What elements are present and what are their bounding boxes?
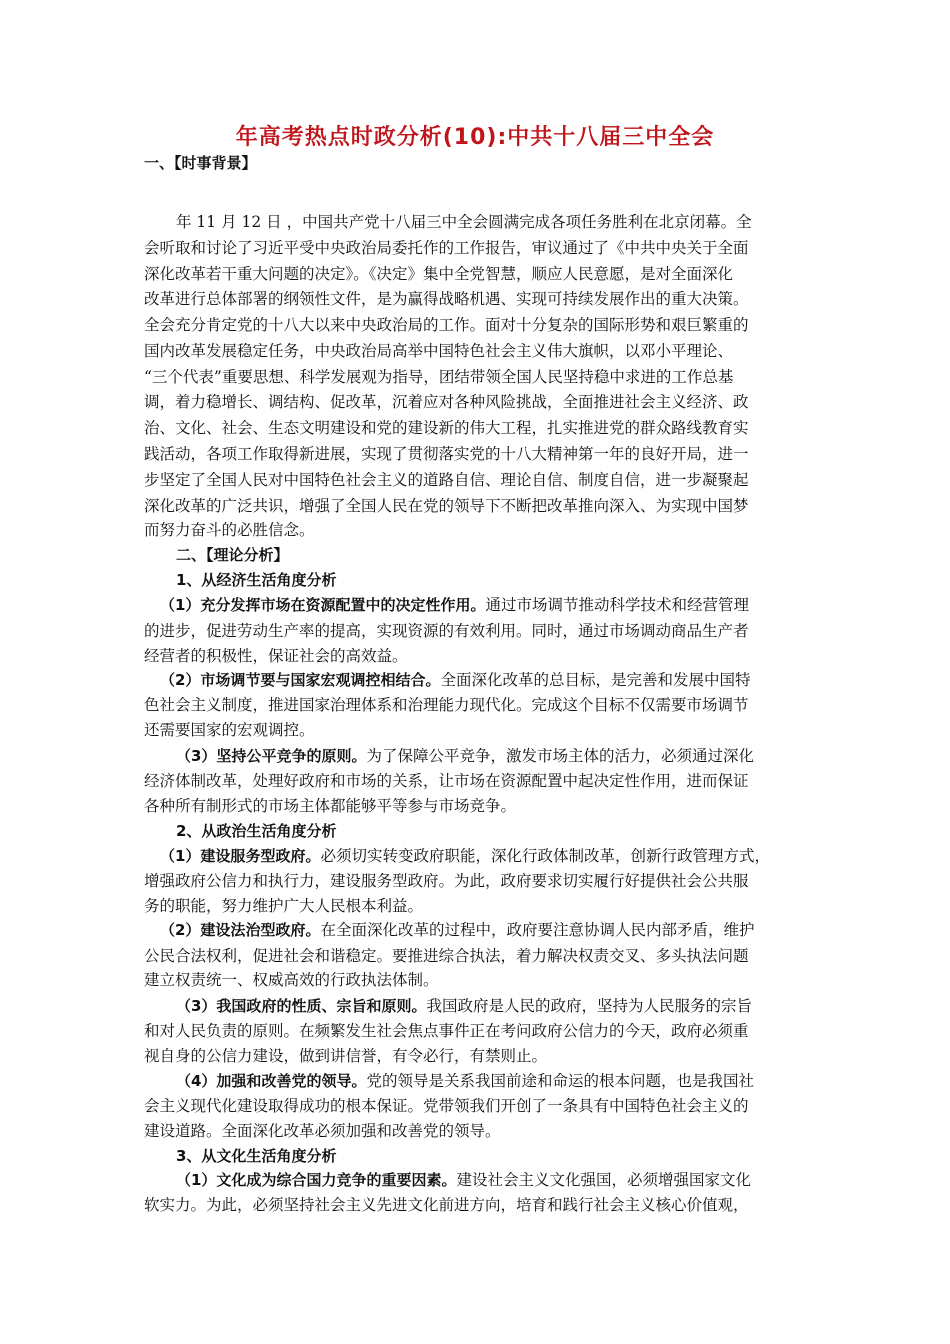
text-run: 全会充分肯定党的十八大以来中央政治局的工作。面对十分复杂的国际形势和艰巨繁重的 <box>144 316 749 334</box>
bold-lead: （1）充分发挥市场在资源配置中的决定性作用。 <box>160 596 486 614</box>
text-run: 视自身的公信力建设，做到讲信誉，有令必行，有禁则止。 <box>144 1047 548 1065</box>
bold-lead: （2）市场调节要与国家宏观调控相结合。 <box>160 671 441 689</box>
bold-lead: （1）文化成为综合国力竞争的重要因素。 <box>176 1171 457 1189</box>
text-run: 的进步，促进劳动生产率的提高，实现资源的有效利用。同时，通过市场调动商品生产者 <box>144 622 749 640</box>
paragraph-line <box>144 720 814 742</box>
paragraph-line <box>176 1071 846 1093</box>
paragraph-line <box>144 1121 814 1143</box>
paragraph-line <box>144 1096 814 1118</box>
paragraph-line <box>144 946 814 968</box>
paragraph-line <box>160 846 830 868</box>
text-run: 会主义现代化建设取得成功的根本保证。党带领我们开创了一条具有中国特色社会主义的 <box>144 1097 749 1115</box>
background-line <box>144 264 814 286</box>
text-run: 治、文化、社会、生态文明建设和党的建设新的伟大工程，扎实推进党的群众路线教育实 <box>144 419 749 437</box>
bold-lead: （3）我国政府的性质、宗旨和原则。 <box>176 997 427 1015</box>
text-run: “三个代表”重要思想、科学发展观为指导，团结带领全国人民坚持稳中求进的工作总基 <box>144 368 734 386</box>
paragraph-line <box>144 1046 814 1068</box>
paragraph-line <box>176 746 846 768</box>
paragraph-line <box>144 871 814 893</box>
text-run: 年 11 月 12 日 ，中国共产党十八届三中全会圆满完成各项任务胜利在北京闭幕。全 <box>176 213 752 231</box>
text-run: 步坚定了全国人民对中国特色社会主义的道路自信、理论自信、制度自信，进一步凝聚起 <box>144 471 749 489</box>
paragraph-line <box>144 646 814 668</box>
background-line <box>144 470 814 492</box>
subsection-heading-economic <box>176 570 846 592</box>
text-run: 增强政府公信力和执行力，建设服务型政府。为此，政府要求切实履行好提供社会公共服 <box>144 872 749 890</box>
paragraph-line <box>176 996 846 1018</box>
background-line <box>176 212 846 234</box>
text-run: 我国政府是人民的政府，坚持为人民服务的宗旨 <box>426 997 752 1015</box>
paragraph-line <box>144 1195 814 1217</box>
subsection-heading-political <box>176 821 846 843</box>
background-line <box>144 341 814 363</box>
bold-lead: 二、【理论分析】 <box>176 546 289 564</box>
text-run: 还需要国家的宏观调控。 <box>144 721 315 739</box>
text-run: 建立权责统一、权威高效的行政执法体制。 <box>144 971 439 989</box>
bold-lead: （2）建设法治型政府。 <box>160 921 321 939</box>
paragraph-line <box>176 1170 846 1192</box>
background-line <box>144 496 814 518</box>
paragraph-line <box>144 896 814 918</box>
bold-lead: 2、从政治生活角度分析 <box>176 822 337 840</box>
text-run: 建设道路。全面深化改革必须加强和改善党的领导。 <box>144 1122 501 1140</box>
background-line <box>144 238 814 260</box>
background-line <box>144 392 814 414</box>
paragraph-line <box>160 670 830 692</box>
text-run: 公民合法权利，促进社会和谐稳定。要推进综合执法，着力解决权责交叉、多头执法问题 <box>144 947 749 965</box>
paragraph-line <box>144 771 814 793</box>
text-run: 务的职能，努力维护广大人民根本利益。 <box>144 897 424 915</box>
background-line <box>144 367 814 389</box>
text-run: 必须切实转变政府职能，深化行政体制改革，创新行政管理方式， <box>320 847 770 865</box>
text-run: 国内改革发展稳定任务，中央政治局高举中国特色社会主义伟大旗帜，以邓小平理论、 <box>144 342 734 360</box>
section-heading-background <box>144 153 814 175</box>
bold-lead: 一、【时事背景】 <box>144 154 257 172</box>
paragraph-line <box>160 595 830 617</box>
text-run: 为了保障公平竞争，激发市场主体的活力，必须通过深化 <box>366 747 754 765</box>
text-run: 在全面深化改革的过程中，政府要注意协调人民内部矛盾，维护 <box>320 921 755 939</box>
text-run: 通过市场调节推动科学技术和经营管理 <box>485 596 749 614</box>
paragraph-line <box>160 920 830 942</box>
text-run: 调，着力稳增长、调结构、促改革，沉着应对各种风险挑战，全面推进社会主义经济、政 <box>144 393 749 411</box>
background-line <box>144 444 814 466</box>
text-run: 改革进行总体部署的纲领性文件，是为赢得战略机遇、实现可持续发展作出的重大决策。 <box>144 290 749 308</box>
subsection-heading-cultural <box>176 1146 846 1168</box>
text-run: 践活动，各项工作取得新进展，实现了贯彻落实党的十八大精神第一年的良好开局，进一 <box>144 445 749 463</box>
text-run: 深化改革若干重大问题的决定》。《决定》集中全党智慧，顺应人民意愿，是对全面深化 <box>144 265 734 283</box>
document-title: 年高考热点时政分析(10):中共十八届三中全会 <box>235 125 715 150</box>
text-run: 建设社会主义文化强国，必须增强国家文化 <box>456 1171 751 1189</box>
background-line <box>144 418 814 440</box>
paragraph-line <box>144 1021 814 1043</box>
bold-lead: 1、从经济生活角度分析 <box>176 571 337 589</box>
text-run: 经营者的积极性，保证社会的高效益。 <box>144 647 408 665</box>
bold-lead: （4）加强和改善党的领导。 <box>176 1072 367 1090</box>
text-run: 软实力。为此，必须坚持社会主义先进文化前进方向，培育和践行社会主义核心价值观， <box>144 1196 749 1214</box>
bold-lead: （3）坚持公平竞争的原则。 <box>176 747 367 765</box>
bold-lead: （1）建设服务型政府。 <box>160 847 321 865</box>
bold-lead: 3、从文化生活角度分析 <box>176 1147 337 1165</box>
paragraph-line <box>144 970 814 992</box>
text-run: 而努力奋斗的必胜信念。 <box>144 521 315 539</box>
background-line <box>144 289 814 311</box>
text-run: 深化改革的广泛共识，增强了全国人民在党的领导下不断把改革推向深入、为实现中国梦 <box>144 497 749 515</box>
paragraph-line <box>144 796 814 818</box>
text-run: 各种所有制形式的市场主体都能够平等参与市场竞争。 <box>144 797 517 815</box>
text-run: 经济体制改革，处理好政府和市场的关系，让市场在资源配置中起决定性作用，进而保证 <box>144 772 749 790</box>
text-run: 党的领导是关系我国前途和命运的根本问题，也是我国社 <box>366 1072 754 1090</box>
text-run: 会听取和讨论了习近平受中央政治局委托作的工作报告，审议通过了《中共中央关于全面 <box>144 239 749 257</box>
text-run: 全面深化改革的总目标，是完善和发展中国特 <box>440 671 751 689</box>
background-line <box>144 315 814 337</box>
paragraph-line <box>144 621 814 643</box>
text-run: 和对人民负责的原则。在频繁发生社会焦点事件正在考问政府公信力的今天，政府必须重 <box>144 1022 749 1040</box>
section-heading-analysis <box>176 545 846 567</box>
paragraph-line <box>144 695 814 717</box>
background-line <box>144 520 814 542</box>
text-run: 色社会主义制度，推进国家治理体系和治理能力现代化。完成这个目标不仅需要市场调节 <box>144 696 749 714</box>
